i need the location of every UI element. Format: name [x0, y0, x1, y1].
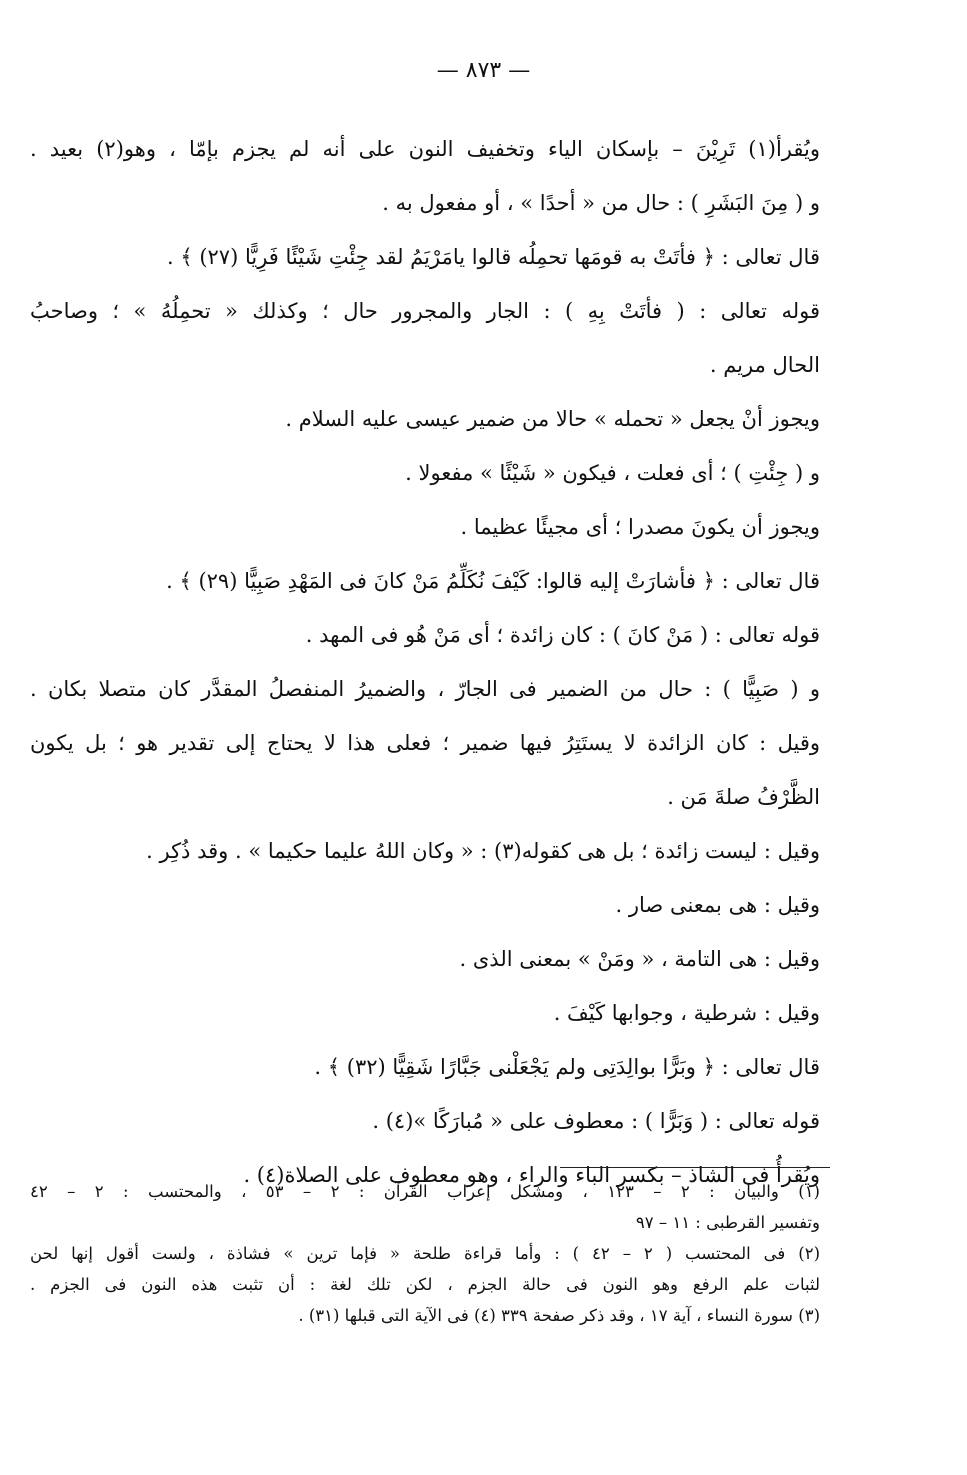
- text-line: وقيل : كان الزائدة لا يستَتِرُ فيها ضمير ؛ فعلى هذا لا يحتاج إلى تقدير هو ؛ بل يكون: [30, 731, 820, 755]
- page-number: — ٨٧٣ —: [436, 58, 531, 83]
- footnote-line: لثبات علم الرفع وهو النون فى حالة الجزم ، لكن تلك لغة : أن تثبت هذه النون فى الجزم .: [30, 1275, 820, 1294]
- text-line: قوله تعالى : ( مَنْ كانَ ) : كان زائدة ؛ أى مَنْ هُو فى المهد .: [305, 623, 820, 647]
- footnote-divider: [560, 1167, 830, 1168]
- text-line: ويُقرأ(١) تَرِيْنَ – بإسكان الياء وتخفيف النون على أنه لم يجزم بإمّا ، وهو(٢) بعيد .: [30, 137, 820, 161]
- text-line: الحال مريم .: [709, 353, 820, 377]
- text-line: قال تعالى : ﴿ فأتَتْ به قومَها تحمِلُه قالوا يامَرْيَمُ لقد جِئْتِ شَيْئًا فَرِيًّا (٢٧) ﴾ .: [166, 245, 820, 269]
- footnote-line: (١) والبيان : ٢ – ١٢٣ ، ومشكل إعراب القرآن : ٢ – ٥٣ ، والمحتسب : ٢ – ٤٢: [30, 1182, 820, 1201]
- text-line: ويُقرأُ فى الشاذ – بكسر الباء والراء ، وهو معطوف على الصلاة(٤) .: [243, 1163, 820, 1187]
- text-line: و ( جِئْتِ ) ؛ أى فعلت ، فيكون « شَيْئًا » مفعولا .: [405, 461, 820, 485]
- text-line: وقيل : شرطية ، وجوابها كَيْفَ .: [553, 1001, 820, 1025]
- footnote-line: (٣) سورة النساء ، آية ١٧ ، وقد ذكر صفحة ٣٣٩ (٤) فى الآية التى قبلها (٣١) .: [298, 1306, 820, 1325]
- text-line: ويجوز أن يكونَ مصدرا ؛ أى مجيئًا عظيما .: [460, 515, 820, 539]
- footnotes: [30, 1176, 820, 1331]
- text-line: قال تعالى : ﴿ وبَرًّا بوالِدَتِى ولم يَجْعَلْنى جَبَّارًا شَقِيًّا (٣٢) ﴾ .: [314, 1055, 820, 1079]
- text-line: الظَّرْفُ صلةَ مَن .: [667, 785, 820, 809]
- text-line: و ( صَبِيًّا ) : حال من الضمير فى الجارّ ، والضميرُ المنفصلُ المقدَّر كان متصلا بكان .: [30, 677, 820, 701]
- text-line: قال تعالى : ﴿ فأشارَتْ إليه قالوا: كَيْفَ نُكَلِّمُ مَنْ كانَ فى المَهْدِ صَبِيًّا (٢٩) ﴾ .: [166, 569, 820, 593]
- text-line: وقيل : هى بمعنى صار .: [615, 893, 820, 917]
- footnote-line: (٢) فى المحتسب ( ٢ – ٤٢ ) : وأما قراءة طلحة « فإما ترين » فشاذة ، ولست أقول إنها لحن: [30, 1244, 820, 1263]
- footnote-line: وتفسير القرطبى : ١١ – ٩٧: [635, 1213, 820, 1232]
- text-line: وقيل : هى التامة ، « ومَنْ » بمعنى الذى .: [459, 947, 820, 971]
- text-line: و ( مِنَ البَشَرِ ) : حال من « أحدًا » ، أو مفعول به .: [382, 191, 820, 215]
- text-line: ويجوز أنْ يجعل « تحمله » حالا من ضمير عيسى عليه السلام .: [285, 407, 820, 431]
- text-line: قوله تعالى : ( فأتَتْ بِهِ ) : الجار والمجرور حال ؛ وكذلك « تحمِلُهُ » ؛ وصاحبُ: [30, 299, 820, 323]
- text-line: قوله تعالى : ( وَبَرًّا ) : معطوف على « مُبارَكًا »(٤) .: [372, 1109, 820, 1133]
- text-line: وقيل : ليست زائدة ؛ بل هى كقوله(٣) : « وكان اللهُ عليما حكيما » . وقد ذُكِر .: [146, 839, 820, 863]
- main-text: [30, 122, 820, 1202]
